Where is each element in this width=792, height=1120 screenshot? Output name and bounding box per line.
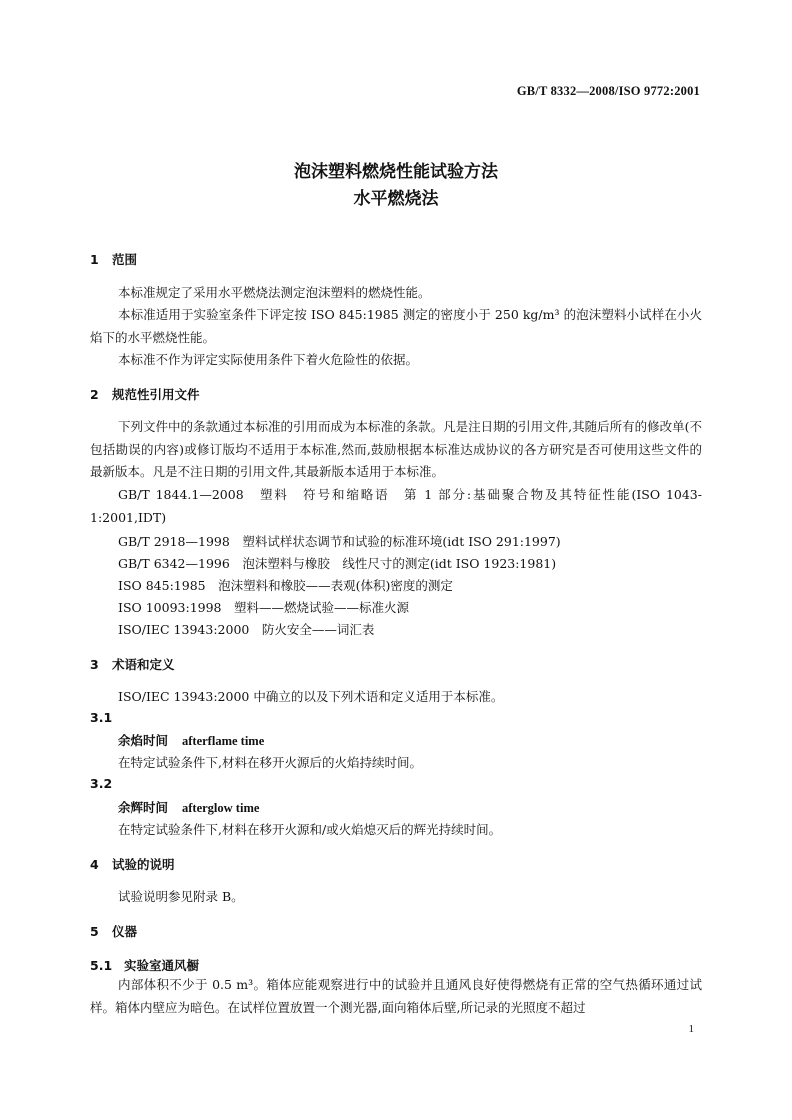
paragraph: 试验说明参见附录 B。 xyxy=(118,889,244,904)
term-number: 3.2 xyxy=(90,776,113,791)
reference-item: GB/T 1844.1—2008 塑料 符号和缩略语 第 1 部分:基础聚合物及其特征性能(ISO 1043-1:2001,IDT) xyxy=(90,487,702,525)
term-definition: 在特定试验条件下,材料在移开火源和/或火焰熄灭后的辉光持续时间。 xyxy=(118,822,502,837)
section-heading-4 xyxy=(90,855,175,873)
section-number: 1 xyxy=(90,252,99,267)
standard-code-header: GB/T 8332—2008/ISO 9772:2001 xyxy=(516,84,700,98)
section-number: 3 xyxy=(90,657,99,672)
paragraph: 下列文件中的条款通过本标准的引用而成为本标准的条款。凡是注日期的引用文件,其随后所有的修改单(不包括勘误的内容)或修订版均不适用于本标准,然而,鼓励根据本标准达成协议的各方研究是否可使用这些文件的最新版本。凡是不注日期的引用文件,其最新版本适用于本标准。 xyxy=(90,419,702,479)
document-subtitle: 水平燃烧法 xyxy=(353,189,439,209)
subsection-title: 实验室通风橱 xyxy=(124,958,200,973)
term-chinese: 余辉时间 xyxy=(118,800,169,815)
paragraph: 本标准规定了采用水平燃烧法测定泡沫塑料的燃烧性能。 xyxy=(118,285,431,300)
subsection-heading-5-1 xyxy=(90,956,199,974)
section-heading-1 xyxy=(90,250,137,268)
section-heading-3 xyxy=(90,655,175,673)
term-chinese: 余焰时间 xyxy=(118,733,169,748)
section-title: 术语和定义 xyxy=(112,657,175,672)
section-title: 范围 xyxy=(112,252,138,267)
paragraph: 内部体积不少于 0.5 m³。箱体应能观察进行中的试验并且通风良好使得燃烧有正常的空气热循环通过试样。箱体内壁应为暗色。在试样位置放置一个测光器,面向箱体后壁,所记录的光照度不超过 xyxy=(90,977,702,1015)
section-number: 5 xyxy=(90,924,99,939)
section-number: 2 xyxy=(90,387,99,402)
reference-item: GB/T 2918—1998 塑料试样状态调节和试验的标准环境(idt ISO 291:1997) xyxy=(118,534,561,549)
subsection-number: 5.1 xyxy=(90,958,113,973)
document-title: 泡沫塑料燃烧性能试验方法 xyxy=(294,162,498,182)
section-heading-2 xyxy=(90,385,200,403)
paragraph: 本标准不作为评定实际使用条件下着火危险性的依据。 xyxy=(118,352,419,367)
term-3-2 xyxy=(118,798,259,816)
reference-item: GB/T 6342—1996 泡沫塑料与橡胶 线性尺寸的测定(idt ISO 1923:1981) xyxy=(118,556,557,571)
paragraph: 本标准适用于实验室条件下评定按 ISO 845:1985 测定的密度小于 250 kg/m³ 的泡沫塑料小试样在小火焰下的水平燃烧性能。 xyxy=(90,307,702,345)
section-heading-5 xyxy=(90,922,137,940)
paragraph: ISO/IEC 13943:2000 中确立的以及下列术语和定义适用于本标准。 xyxy=(118,689,504,704)
reference-item: ISO 845:1985 泡沫塑料和橡胶——表观(体积)密度的测定 xyxy=(118,578,453,593)
reference-item: ISO/IEC 13943:2000 防火安全——词汇表 xyxy=(118,622,375,637)
reference-item: ISO 10093:1998 塑料——燃烧试验——标准火源 xyxy=(118,600,410,615)
term-english: afterflame time xyxy=(182,734,265,748)
term-english: afterglow time xyxy=(182,801,260,815)
term-3-1 xyxy=(118,731,264,749)
section-title: 试验的说明 xyxy=(112,857,175,872)
section-title: 规范性引用文件 xyxy=(112,387,200,402)
term-number: 3.1 xyxy=(90,710,113,725)
section-number: 4 xyxy=(90,857,99,872)
section-title: 仪器 xyxy=(112,924,138,939)
term-definition: 在特定试验条件下,材料在移开火源后的火焰持续时间。 xyxy=(118,755,422,770)
page-number: 1 xyxy=(688,1023,694,1035)
